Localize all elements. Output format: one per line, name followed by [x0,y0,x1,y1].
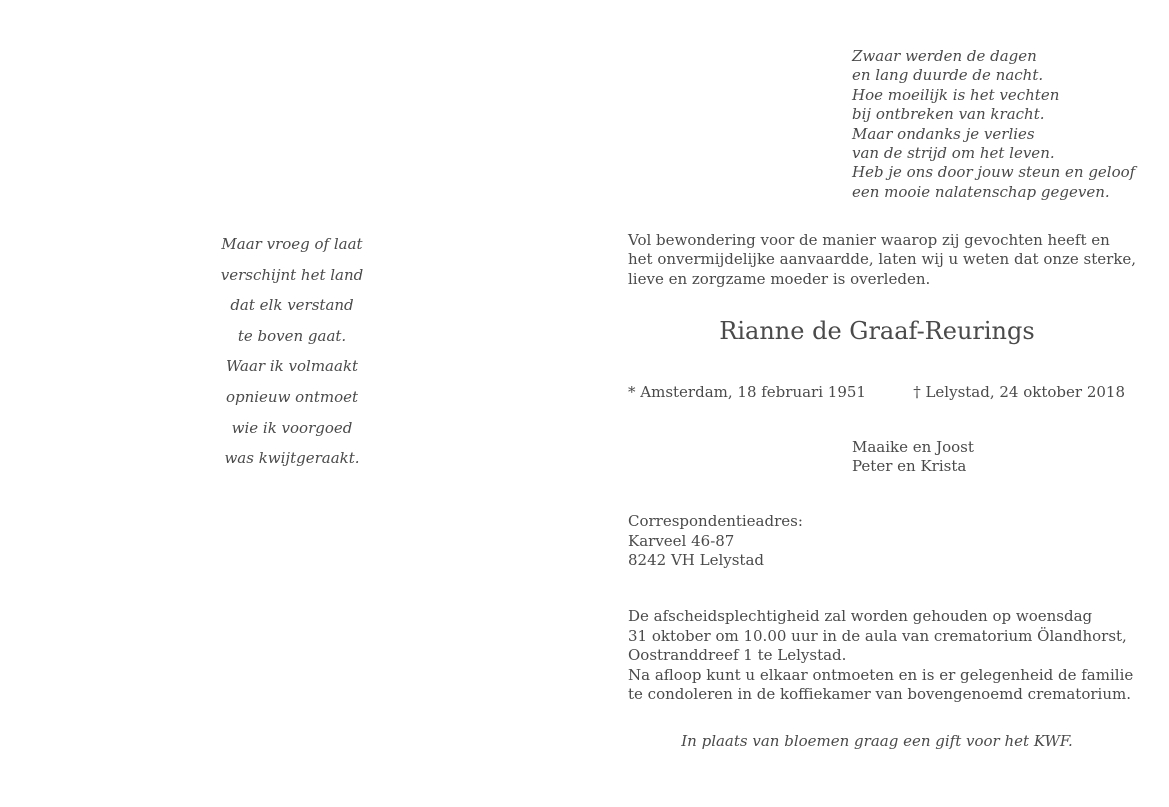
poem-top-line: en lang duurde de nacht. [852,66,1044,85]
intro-line: Vol bewondering voor de manier waarop zij gevochten heeft en [628,231,1110,249]
poem-left-line: dat elk verstand [230,296,354,315]
birth-info: * Amsterdam, 18 februari 1951 [628,383,866,401]
ceremony-paragraph [628,607,1133,705]
deceased-name: Rianne de Graaf-Reurings [719,317,1035,345]
poem-left-line: te boven gaat. [237,326,347,345]
address-label: Correspondentieadres: [628,512,803,530]
poem-left-line: was kwijtgeraakt. [224,449,360,468]
poem-left-line: wie ik voorgoed [231,418,353,437]
family-line: Maaike en Joost [852,438,974,456]
ceremony-line: Na afloop kunt u elkaar ontmoeten en is er gelegenheid de familie [628,665,1134,684]
poem-left-line: opnieuw ontmoet [225,387,359,406]
poem-left-line: verschijnt het land [220,265,364,284]
ceremony-line: Oostranddreef 1 te Lelystad. [628,646,847,664]
poem-top-line: Hoe moeilijk is het vechten [852,85,1060,104]
address-city: 8242 VH Lelystad [628,551,765,569]
family-list [852,438,974,476]
poem-top [852,47,1135,202]
poem-top-line: bij ontbreken van kracht. [852,105,1045,124]
ceremony-line: 31 oktober om 10.00 uur in de aula van crematorium Ölandhorst, [628,626,1127,645]
ceremony-line: te condoleren in de koffiekamer van bovengenoemd crematorium. [628,685,1131,703]
death-info: † Lelystad, 24 oktober 2018 [913,383,1125,401]
poem-top-line: Heb je ons door jouw steun en geloof [852,163,1136,182]
poem-left-line: Waar ik volmaakt [225,357,359,376]
intro-line: het onvermijdelijke aanvaardde, laten wij u weten dat onze sterke, [628,250,1137,269]
poem-left [142,229,442,474]
poem-top-line: van de strijd om het leven. [852,144,1055,163]
intro-line: lieve en zorgzame moeder is overleden. [628,269,931,288]
family-line: Peter en Krista [852,457,967,475]
address-street: Karveel 46-87 [628,531,735,550]
intro-paragraph [628,231,1136,289]
correspondence-address [628,512,803,571]
poem-top-line: Zwaar werden de dagen [852,47,1037,65]
poem-left-line: Maar vroeg of laat [221,235,363,253]
closing-note: In plaats van bloemen graag een gift voor het KWF. [681,732,1073,750]
poem-top-line: een mooie nalatenschap gegeven. [852,182,1110,201]
poem-top-line: Maar ondanks je verlies [852,124,1035,143]
ceremony-line: De afscheidsplechtigheid zal worden gehouden op woensdag [628,607,1093,625]
